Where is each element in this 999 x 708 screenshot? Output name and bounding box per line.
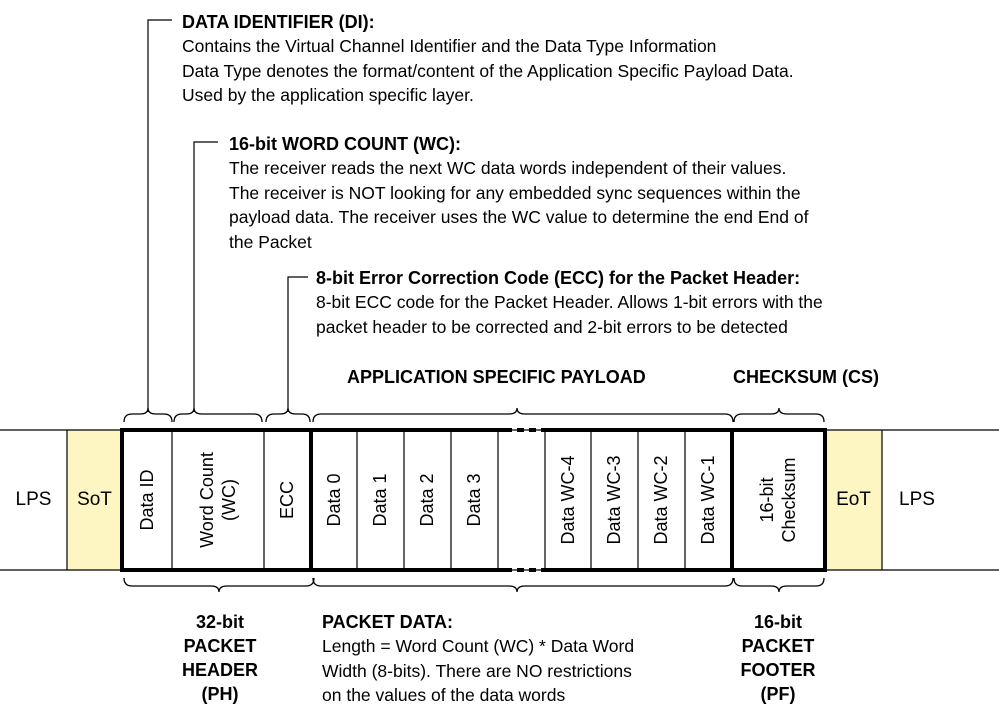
- di-line-3: Used by the application specific layer.: [182, 85, 474, 105]
- brace-data-id: [124, 408, 172, 422]
- di-line-1: Contains the Virtual Channel Identifier and the Data Type Information: [182, 36, 717, 56]
- brace-payload: [313, 408, 733, 422]
- brace-word-count: [174, 408, 262, 422]
- di-line-2: Data Type denotes the format/content of the Application Specific Payload Data.: [182, 60, 794, 81]
- cell-data-0: Data 0: [324, 473, 344, 527]
- checksum-line-1: 16-bit: [757, 477, 777, 523]
- ecc-line-1: 8-bit ECC code for the Packet Header. Allows 1-bit errors with the: [316, 292, 823, 312]
- brace-packet-data: [313, 578, 733, 592]
- cell-data-3: Data 3: [464, 473, 484, 527]
- wc-line-1: The receiver reads the next WC data words independent of their values.: [229, 158, 787, 178]
- cell-word-count: [196, 440, 240, 560]
- lps-right: LPS: [899, 489, 935, 510]
- cell-data-id: Data ID: [137, 469, 157, 531]
- brace-ecc: [266, 408, 310, 422]
- cell-checksum: [756, 440, 800, 560]
- wc-line-2: The receiver is NOT looking for any embedded sync sequences within the: [229, 182, 801, 203]
- word-count-line-1: Word Count: [197, 452, 217, 548]
- packet-header-label: 32-bit PACKET HEADER (PH): [181, 612, 258, 704]
- wc-leader: [194, 142, 218, 412]
- di-title: DATA IDENTIFIER (DI):: [182, 12, 375, 32]
- packet-data-line-3: on the values of the data words: [322, 685, 566, 705]
- ecc-leader: [288, 277, 308, 412]
- cell-data-2: Data 2: [417, 473, 437, 527]
- packet-footer-label: 16-bit PACKET FOOTER (PF): [740, 612, 816, 704]
- cell-ecc: ECC: [277, 481, 297, 520]
- cell-data-wc-1: Data WC-1: [698, 455, 718, 545]
- eot-label: EoT: [836, 489, 871, 510]
- checksum-label: CHECKSUM (CS): [733, 367, 879, 387]
- checksum-line-2: Checksum: [779, 457, 799, 543]
- cell-data-wc-3: Data WC-3: [604, 455, 624, 545]
- ecc-title: 8-bit Error Correction Code (ECC) for the Packet Header:: [316, 268, 801, 288]
- wc-line-4: the Packet: [229, 231, 312, 252]
- lps-left: LPS: [15, 489, 52, 510]
- packet-data-label: [322, 610, 634, 708]
- brace-checksum: [734, 408, 824, 422]
- brace-header: [124, 578, 314, 592]
- cell-data-wc-4: Data WC-4: [558, 455, 578, 545]
- cell-data-wc-2: Data WC-2: [651, 455, 671, 545]
- packet-data-line-2: Width (8-bits). There are NO restrictions: [322, 660, 632, 681]
- payload-label: APPLICATION SPECIFIC PAYLOAD: [347, 367, 646, 387]
- ecc-line-2: packet header to be corrected and 2-bit errors to be detected: [316, 316, 788, 337]
- brace-footer: [734, 578, 824, 592]
- packet-data-line-1: Length = Word Count (WC) * Data Word: [322, 636, 635, 656]
- wc-title: 16-bit WORD COUNT (WC):: [229, 134, 461, 154]
- di-leader: [148, 20, 172, 412]
- packet-data-title: PACKET DATA:: [322, 612, 453, 632]
- sot-label: SoT: [77, 489, 112, 510]
- cell-data-1: Data 1: [370, 473, 390, 527]
- wc-line-3: payload data. The receiver uses the WC value to determine the end End of: [229, 207, 809, 227]
- word-count-line-2: (WC): [219, 479, 239, 521]
